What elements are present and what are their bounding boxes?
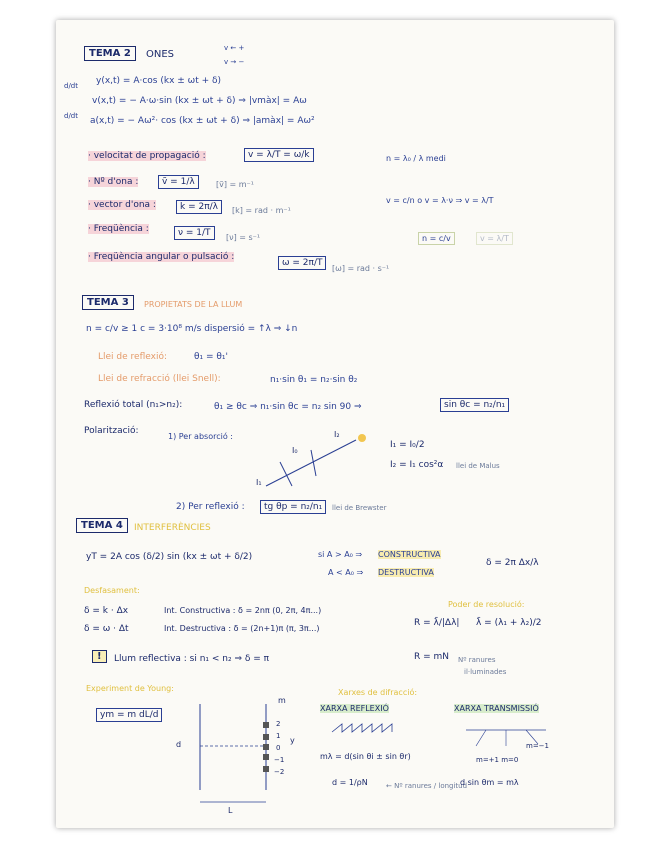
acceleration-equation: a(x,t) = − Aω²· cos (kx ± ωt + δ) ⇒ |amàx| = Aω² — [90, 116, 315, 126]
intensity-i1: I₁ — [256, 478, 262, 487]
young-eq: ym = m dL/d — [96, 708, 162, 722]
n-box: n = c/v — [418, 232, 455, 245]
tema3-label: TEMA 3 — [82, 295, 134, 310]
resolucio-eq: R = λ̄/|Δλ| — [414, 618, 460, 628]
derivative-label: d/dt — [64, 112, 78, 120]
absorcio-label: 1) Per absorció : — [168, 432, 233, 441]
n-definition: n = λ₀ / λ medi — [386, 154, 446, 163]
direction-positive: v ← + — [224, 44, 245, 52]
nona-formula: ṽ = 1/λ — [158, 175, 199, 189]
cond2: A < A₀ ⇒ — [328, 568, 364, 577]
freq-label: · Freqüència : — [88, 224, 149, 234]
reflexio-label: Llei de reflexió: — [98, 352, 167, 362]
order-m-label: m — [278, 696, 286, 705]
intensity-i2: I₂ — [334, 430, 340, 439]
yt-equation: yT = 2A cos (δ/2) sin (kx ± ωt + δ/2) — [86, 552, 253, 562]
refraccio-label: Llei de refracció (llei Snell): — [98, 374, 221, 384]
freqang-label: · Freqüència angular o pulsació : — [88, 252, 235, 262]
delta-omega: δ = ω · Δt — [84, 624, 129, 634]
intensity-i0: I₀ — [292, 446, 298, 455]
freqang-unit: [ω] = rad · s⁻¹ — [332, 264, 390, 273]
malus-eq1: I₁ = I₀/2 — [390, 440, 425, 450]
derivative-label: d/dt — [64, 82, 78, 90]
velocitat-label: · velocitat de propagació : — [88, 151, 206, 161]
young-label: Experiment de Young: — [86, 684, 174, 693]
int-destructiva: Int. Destructiva : δ = (2n+1)π (π, 3π...) — [164, 624, 320, 633]
polarizer-diagram — [256, 428, 376, 498]
tema4-topic: INTERFERÈNCIES — [134, 523, 211, 533]
vector-formula: k = 2π/λ — [176, 200, 222, 214]
order-m: 0 — [276, 744, 281, 752]
tema3-topic: PROPIETATS DE LA LLUM — [144, 300, 243, 309]
llum-reflectiva: Llum reflectiva : si n₁ < n₂ ⇒ δ = π — [114, 654, 270, 664]
order-m: 1 — [276, 732, 281, 740]
velocity-equation: v(x,t) = − A·ω·sin (kx ± ωt + δ) ⇒ |vmàx| = Aω — [92, 96, 307, 106]
lambda-mean: λ̄ = (λ₁ + λ₂)/2 — [476, 618, 542, 628]
malus-name: llei de Malus — [456, 462, 500, 470]
grating-spacing-note: ← Nº ranures / longitud — [386, 782, 468, 790]
transmission-order-labels: m=+1 m=0 — [476, 756, 519, 764]
illuminades-note: il·luminades — [464, 668, 507, 676]
freqang-formula: ω = 2π/T — [278, 256, 326, 270]
delta-equation: δ = 2π Δx/λ — [486, 558, 539, 568]
notes-page — [56, 20, 614, 828]
vector-unit: [k] = rad · m⁻¹ — [232, 206, 291, 215]
tema2-topic: ONES — [146, 49, 175, 60]
cond1-result: CONSTRUCTIVA — [378, 550, 441, 559]
vector-label: · vector d'ona : — [88, 200, 156, 210]
order-m: −2 — [274, 768, 285, 776]
polar-label: Polarització: — [84, 426, 139, 436]
desfasament-label: Desfasament: — [84, 586, 140, 595]
freq-unit: [ν] = s⁻¹ — [226, 233, 261, 242]
cond1: si A > A₀ ⇒ — [318, 550, 363, 559]
brewster-name: llei de Brewster — [332, 504, 387, 512]
young-diagram — [186, 700, 306, 810]
tema2-label: TEMA 2 — [84, 46, 136, 61]
nona-unit: [ṽ] = m⁻¹ — [216, 180, 254, 189]
xarxa-reflexio-eq: mλ = d(sin θi ± sin θr) — [320, 752, 411, 761]
wave-equation: y(x,t) = A·cos (kx ± ωt + δ) — [96, 76, 222, 86]
grating-spacing: d = 1/ρN — [332, 778, 368, 787]
critical-angle-box: sin θc = n₂/n₁ — [440, 398, 509, 412]
brewster-eq: tg θp = n₂/n₁ — [260, 500, 326, 514]
malus-eq2: I₂ = I₁ cos²α — [390, 460, 444, 470]
total-eq: θ₁ ≥ θc ⇒ n₁·sin θc = n₂ sin 90 ⇒ — [214, 402, 362, 412]
xarxa-reflexio-title: XARXA REFLEXIÓ — [320, 704, 389, 713]
xarxa-transmissio-title: XARXA TRANSMISSIÓ — [454, 704, 539, 713]
total-label: Reflexió total (n₁>n₂): — [84, 400, 183, 410]
reflection-grating-icon — [332, 720, 422, 740]
v-relations: v = c/n o v = λ·ν ⇒ v = λ/T — [386, 196, 494, 205]
freq-formula: ν = 1/T — [174, 226, 215, 240]
velocitat-formula: v = λ/T = ω/k — [244, 148, 314, 162]
v-box: v = λ/T — [476, 232, 513, 245]
resolucio-mn: R = mN — [414, 652, 450, 662]
reflexio-eq: θ₁ = θ₁' — [194, 352, 228, 362]
direction-negative: v → − — [224, 58, 245, 66]
young-y: y — [290, 736, 295, 745]
ranures-note: Nº ranures — [458, 656, 496, 664]
nona-label: · Nº d'ona : — [88, 177, 139, 187]
young-L: L — [228, 806, 233, 815]
order-m: −1 — [274, 756, 285, 764]
xarxes-label: Xarxes de difracció: — [338, 688, 418, 697]
int-constructiva: Int. Constructiva : δ = 2nπ (0, 2π, 4π...) — [164, 606, 322, 615]
reflexio2-label: 2) Per reflexió : — [176, 502, 245, 512]
xarxa-transmissio-eq: d sin θm = mλ — [460, 778, 519, 787]
young-d: d — [176, 740, 182, 749]
order-m: 2 — [276, 720, 281, 728]
delta-k: δ = k · Δx — [84, 606, 129, 616]
transmission-order-minus: m=−1 — [526, 742, 550, 750]
cond2-result: DESTRUCTIVA — [378, 568, 434, 577]
tema3-line1: n = c/v ≥ 1 c = 3·10⁸ m/s dispersió = ↑λ ⇒ ↓n — [86, 324, 298, 334]
tema4-label: TEMA 4 — [76, 518, 128, 533]
poder-label: Poder de resolució: — [448, 600, 525, 609]
refraccio-eq: n₁·sin θ₁ = n₂·sin θ₂ — [270, 375, 358, 385]
warning-icon: ! — [92, 650, 107, 663]
